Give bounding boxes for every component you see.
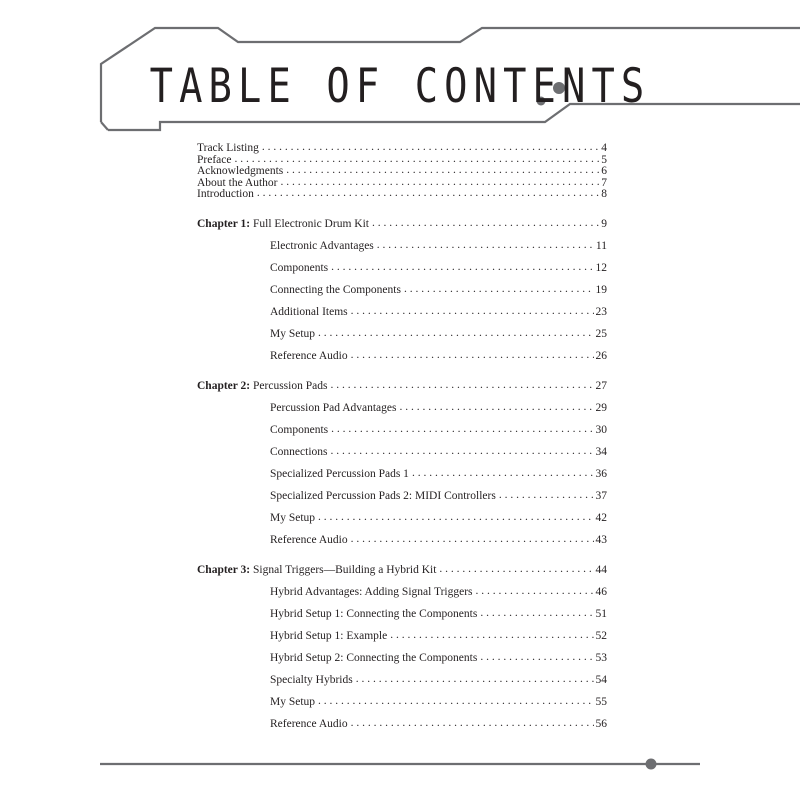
- chapter-title: Percussion Pads: [253, 379, 328, 392]
- toc-entry-page: 9: [601, 217, 607, 230]
- chapter-title: Signal Triggers—Building a Hybrid Kit: [253, 563, 437, 576]
- leader-dots: [234, 154, 599, 166]
- toc-chapter-entry[interactable]: [197, 565, 607, 577]
- chapter-group-2: [197, 381, 607, 547]
- toc-entry-label: Hybrid Setup 1: Connecting the Components: [270, 607, 478, 620]
- leader-dots: [318, 512, 593, 524]
- toc-chapter-label: [197, 219, 369, 231]
- toc-entry-label: Specialized Percussion Pads 1: [270, 467, 409, 480]
- toc-entry-page: 27: [595, 379, 607, 392]
- leader-dots: [351, 306, 594, 318]
- toc-entry-label: Preface: [197, 153, 232, 166]
- toc-entry-label: Reference Audio: [270, 534, 348, 547]
- toc-entry[interactable]: [197, 491, 607, 503]
- leader-dots: [399, 402, 593, 414]
- toc-entry-page: 56: [595, 718, 607, 731]
- leader-dots: [331, 262, 593, 274]
- toc-entry-page: 8: [601, 188, 607, 200]
- leader-dots: [318, 696, 593, 708]
- toc-entry-page: 11: [595, 239, 607, 252]
- leader-dots: [412, 468, 594, 480]
- toc-entry[interactable]: [197, 263, 607, 275]
- toc-entry-page: 52: [595, 630, 607, 642]
- page-footer: [0, 740, 800, 800]
- toc-entry-page: 42: [595, 512, 607, 525]
- toc-entry[interactable]: [197, 653, 607, 665]
- toc-entry-label: Connections: [270, 445, 328, 458]
- leader-dots: [372, 218, 599, 230]
- toc-entry[interactable]: [197, 241, 607, 253]
- toc-entry[interactable]: [197, 447, 607, 459]
- toc-chapter-label: [197, 565, 436, 577]
- toc-list: [197, 143, 607, 741]
- toc-chapter-label: [197, 381, 327, 393]
- toc-entry-page: 6: [601, 165, 607, 177]
- toc-entry-page: 44: [595, 563, 607, 576]
- toc-entry[interactable]: [197, 329, 607, 341]
- leader-dots: [257, 188, 599, 200]
- toc-entry[interactable]: [197, 425, 607, 437]
- toc-entry-page: 51: [595, 607, 607, 620]
- leader-dots: [439, 564, 593, 576]
- leader-dots: [281, 177, 600, 189]
- toc-entry-label: Reference Audio: [270, 350, 348, 363]
- chapter-number: Chapter 2:: [197, 379, 251, 392]
- leader-dots: [480, 608, 593, 620]
- front-matter-group: [197, 143, 607, 201]
- leader-dots: [404, 284, 594, 296]
- toc-entry-page: 55: [595, 696, 607, 709]
- toc-entry-label: Hybrid Advantages: Adding Signal Triggers: [270, 585, 473, 598]
- toc-entry-page: 34: [595, 445, 607, 458]
- toc-entry-label: Hybrid Setup 1: Example: [270, 630, 388, 642]
- toc-entry[interactable]: [197, 469, 607, 481]
- toc-entry-page: 23: [595, 305, 607, 318]
- toc-chapter-entry[interactable]: [197, 219, 607, 231]
- toc-entry[interactable]: [197, 631, 607, 643]
- toc-entry[interactable]: [197, 189, 607, 201]
- page-title: TABLE OF CONTENTS: [149, 58, 651, 113]
- leader-dots: [476, 586, 594, 598]
- toc-entry-label: My Setup: [270, 327, 316, 340]
- leader-dots: [390, 630, 593, 642]
- toc-entry-page: 5: [601, 153, 607, 166]
- toc-entry-label: My Setup: [270, 512, 316, 525]
- toc-entry[interactable]: [197, 675, 607, 687]
- leader-dots: [499, 490, 594, 502]
- toc-entry-page: 29: [595, 401, 607, 414]
- leader-dots: [286, 165, 599, 177]
- toc-entry-label: Specialized Percussion Pads 2: MIDI Controllers: [270, 490, 496, 503]
- toc-entry-page: 46: [595, 585, 607, 598]
- toc-entry-page: 37: [595, 490, 607, 503]
- chapter-group-1: [197, 219, 607, 363]
- leader-dots: [262, 142, 599, 154]
- toc-entry-label: Specialty Hybrids: [270, 674, 353, 687]
- toc-entry-page: 53: [595, 652, 607, 665]
- toc-entry-label: About the Author: [197, 176, 278, 189]
- toc-entry-label: Reference Audio: [270, 718, 348, 731]
- toc-entry-label: Connecting the Components: [270, 283, 401, 296]
- toc-entry-page: 7: [601, 176, 607, 189]
- toc-entry-page: 26: [595, 350, 607, 363]
- toc-entry[interactable]: [197, 697, 607, 709]
- toc-entry-label: Percussion Pad Advantages: [270, 401, 397, 414]
- leader-dots: [480, 652, 593, 664]
- toc-entry[interactable]: [197, 513, 607, 525]
- chapter-number: Chapter 1:: [197, 217, 251, 230]
- toc-entry[interactable]: [197, 587, 607, 599]
- toc-entry-page: 12: [595, 261, 607, 274]
- toc-entry-label: Introduction: [197, 188, 254, 200]
- toc-chapter-entry[interactable]: [197, 381, 607, 393]
- leader-dots: [351, 718, 594, 730]
- toc-entry[interactable]: [197, 285, 607, 297]
- leader-dots: [331, 424, 593, 436]
- chapter-number: Chapter 3:: [197, 563, 251, 576]
- toc-entry-page: 30: [595, 423, 607, 436]
- toc-entry-label: Components: [270, 423, 329, 436]
- page-header: [0, 0, 800, 150]
- chapter-title: Full Electronic Drum Kit: [253, 217, 369, 230]
- chapter-group-3: [197, 565, 607, 731]
- leader-dots: [351, 350, 594, 362]
- toc-entry-label: My Setup: [270, 696, 316, 709]
- leader-dots: [331, 446, 594, 458]
- leader-dots: [351, 534, 594, 546]
- toc-entry[interactable]: [197, 351, 607, 363]
- toc-entry-label: Additional Items: [270, 305, 348, 318]
- toc-entry[interactable]: [197, 719, 607, 731]
- toc-entry[interactable]: [197, 403, 607, 415]
- leader-dots: [356, 674, 594, 686]
- toc-entry[interactable]: [197, 609, 607, 621]
- toc-entry-page: 36: [595, 467, 607, 480]
- toc-entry-page: 43: [595, 534, 607, 547]
- toc-entry-label: Electronic Advantages: [270, 239, 374, 252]
- leader-dots: [330, 380, 593, 392]
- toc-entry-page: 54: [595, 674, 607, 687]
- toc-entry-label: Hybrid Setup 2: Connecting the Components: [270, 652, 478, 665]
- toc-entry-page: 25: [595, 327, 607, 340]
- toc-entry-page: 4: [601, 142, 607, 154]
- leader-dots: [318, 328, 593, 340]
- footer-line-art: [0, 740, 800, 800]
- toc-entry-label: Acknowledgments: [197, 165, 284, 177]
- toc-entry-label: Track Listing: [197, 142, 259, 154]
- toc-entry[interactable]: [197, 535, 607, 547]
- toc-entry[interactable]: [197, 307, 607, 319]
- toc-entry-label: Components: [270, 261, 329, 274]
- toc-entry-page: 19: [595, 283, 607, 296]
- leader-dots: [377, 240, 594, 252]
